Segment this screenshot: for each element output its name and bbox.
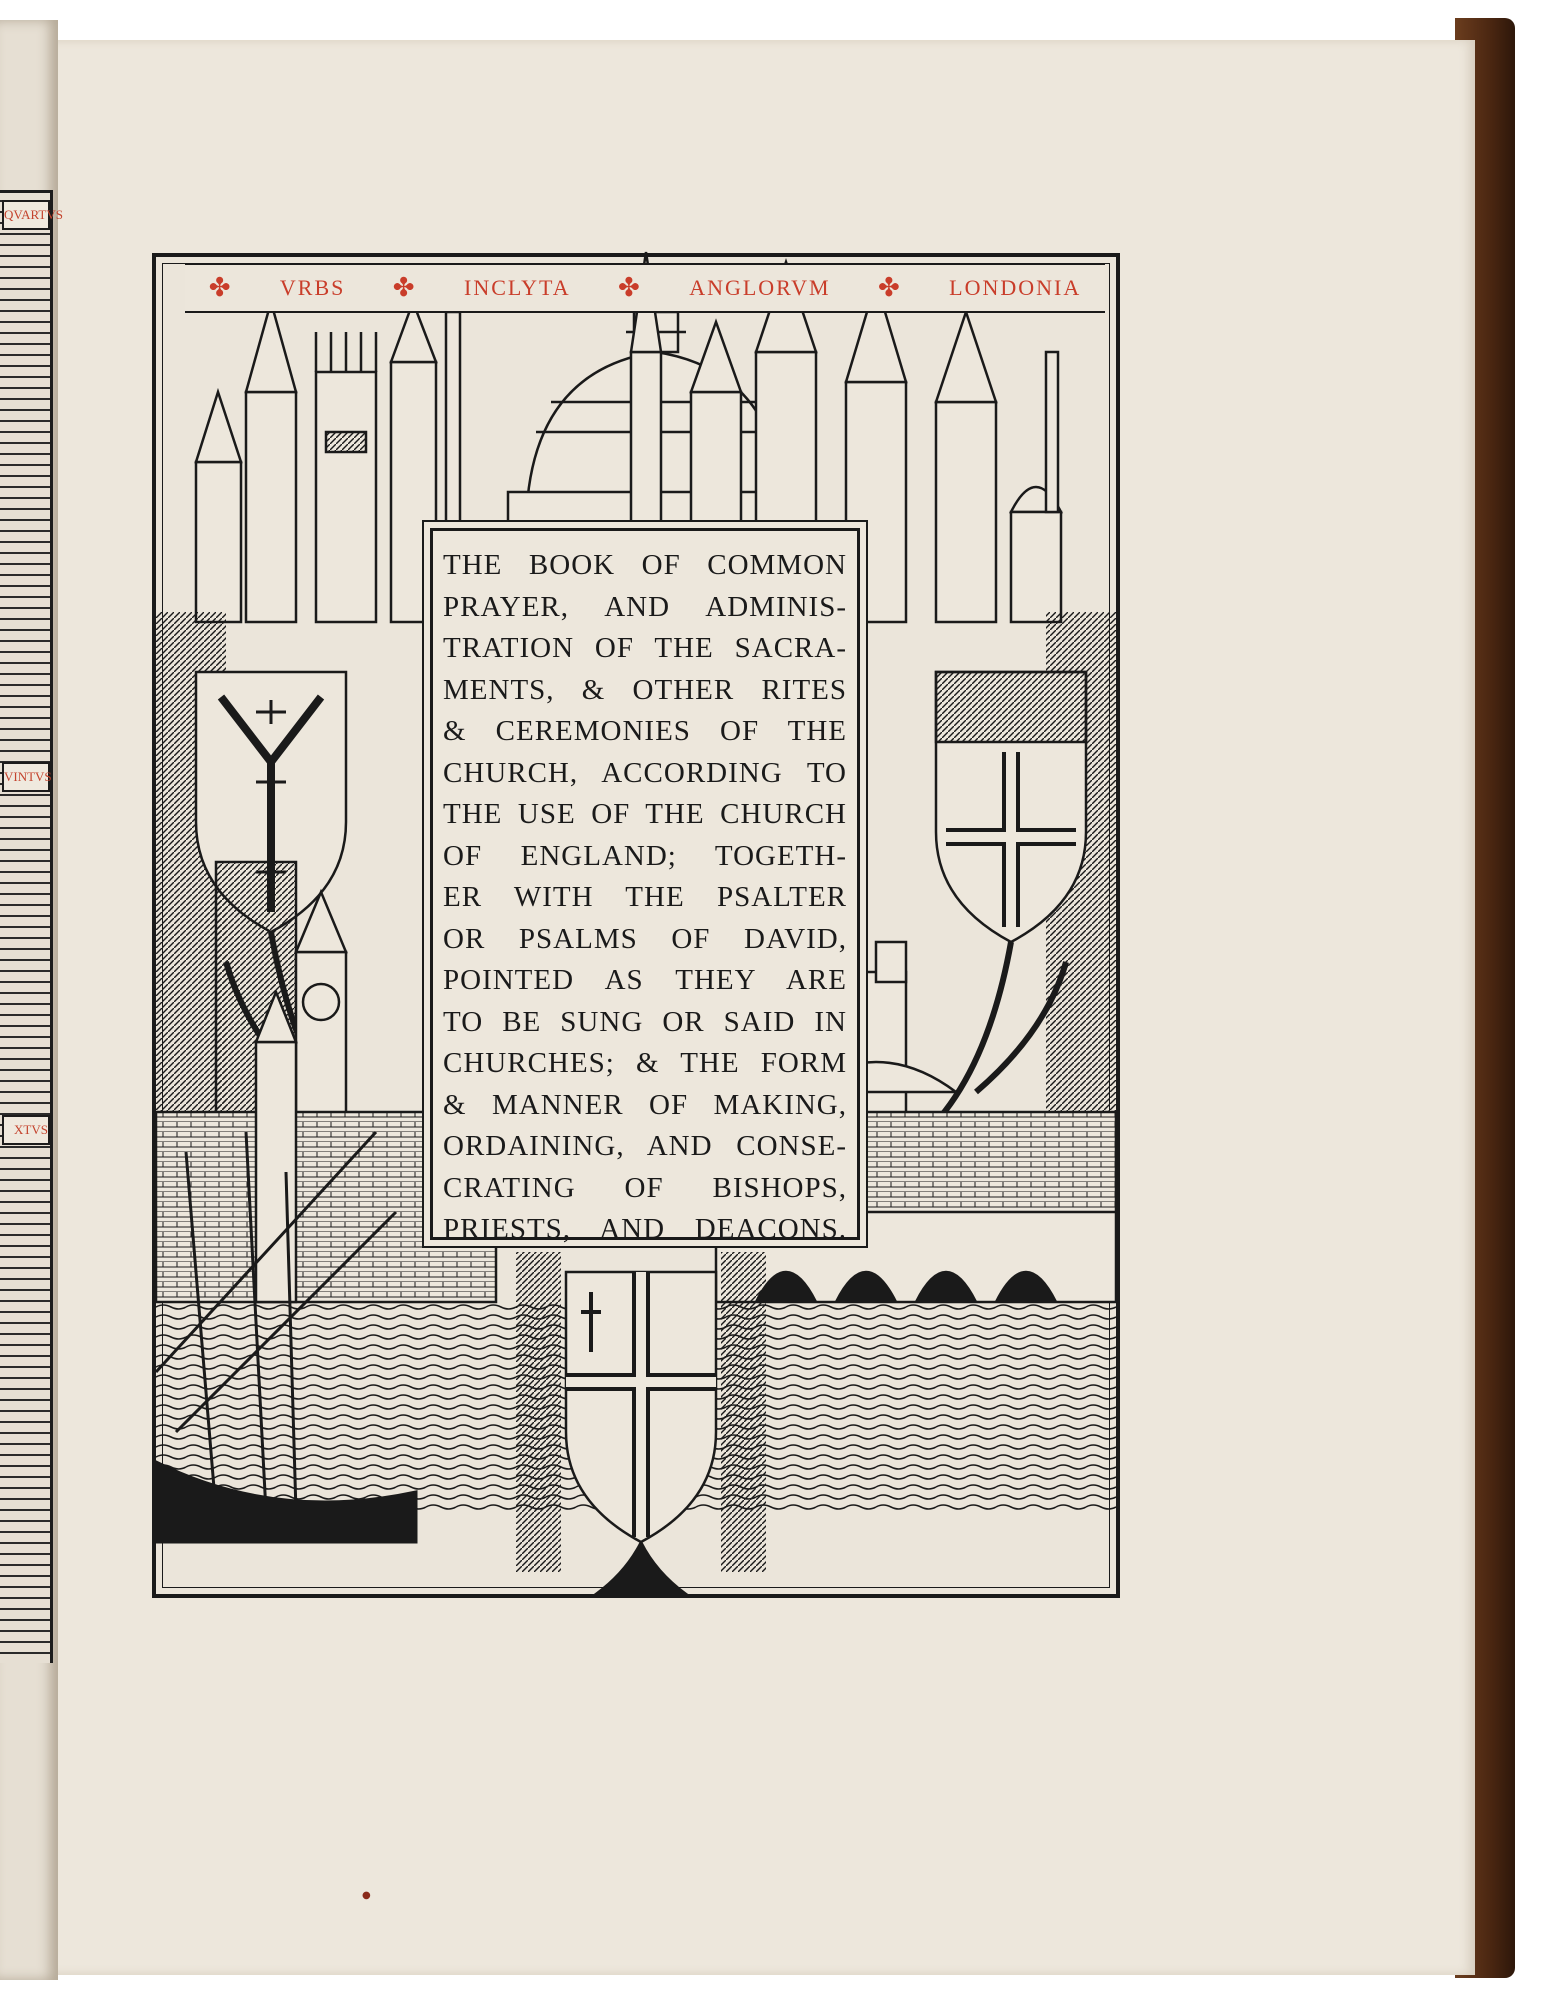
title-line: TRATION OF THE SACRA- [443, 632, 847, 664]
title-line: CHURCH, ACCORDING TO [443, 756, 847, 789]
title-line: OF ENGLAND; TOGETH- [443, 839, 847, 872]
title-line: & CEREMONIES OF THE [443, 715, 847, 747]
title-line: THE BOOK OF COMMON [443, 549, 847, 581]
rose-foliage [721, 1252, 766, 1572]
rose-ornament: ✤ [877, 273, 902, 302]
banner-word: ANGLORVM [689, 275, 831, 300]
banner-word: LONDONIA [949, 275, 1082, 300]
title-text-panel [430, 528, 860, 1245]
title-line: ORDAINING, AND CONSE- [443, 1130, 847, 1162]
central-tree-trunk [596, 1542, 686, 1594]
title-line: POINTED AS THEY ARE [443, 964, 847, 996]
banner-word: INCLYTA [464, 275, 571, 300]
city-of-london-shield [566, 1272, 716, 1542]
title-line: PRAYER, AND ADMINIS- [443, 590, 847, 623]
rose-ornament: ✤ [617, 273, 642, 302]
right-shield [936, 672, 1086, 942]
title-line: THE USE OF THE CHURCH [443, 798, 847, 830]
latin-banner [185, 263, 1105, 313]
title-line: & MANNER OF MAKING, [443, 1088, 847, 1121]
facing-page-border [0, 190, 53, 1663]
ink-speck: ● [362, 1890, 371, 1901]
rose-foliage [516, 1252, 561, 1572]
rose-ornament: ✤ [208, 273, 233, 302]
left-church-spires [196, 272, 460, 622]
title-line: MENTS, & OTHER RITES [443, 673, 847, 706]
facing-page-label: QVARTVS [2, 200, 50, 230]
title-line: CHURCHES; & THE FORM [443, 1047, 847, 1079]
banner-word: VRBS [279, 275, 346, 300]
facing-page-label: XTVS [2, 1115, 50, 1145]
title-line: PRIESTS, AND DEACONS. [443, 1213, 847, 1245]
facing-page-label: VINTVS [2, 762, 50, 792]
rose-ornament: ✤ [392, 273, 417, 302]
title-line: ER WITH THE PSALTER [443, 881, 847, 913]
title-line: CRATING OF BISHOPS, [443, 1171, 847, 1204]
title-line: OR PSALMS OF DAVID, [443, 922, 847, 955]
title-line: TO BE SUNG OR SAID IN [443, 1005, 847, 1038]
